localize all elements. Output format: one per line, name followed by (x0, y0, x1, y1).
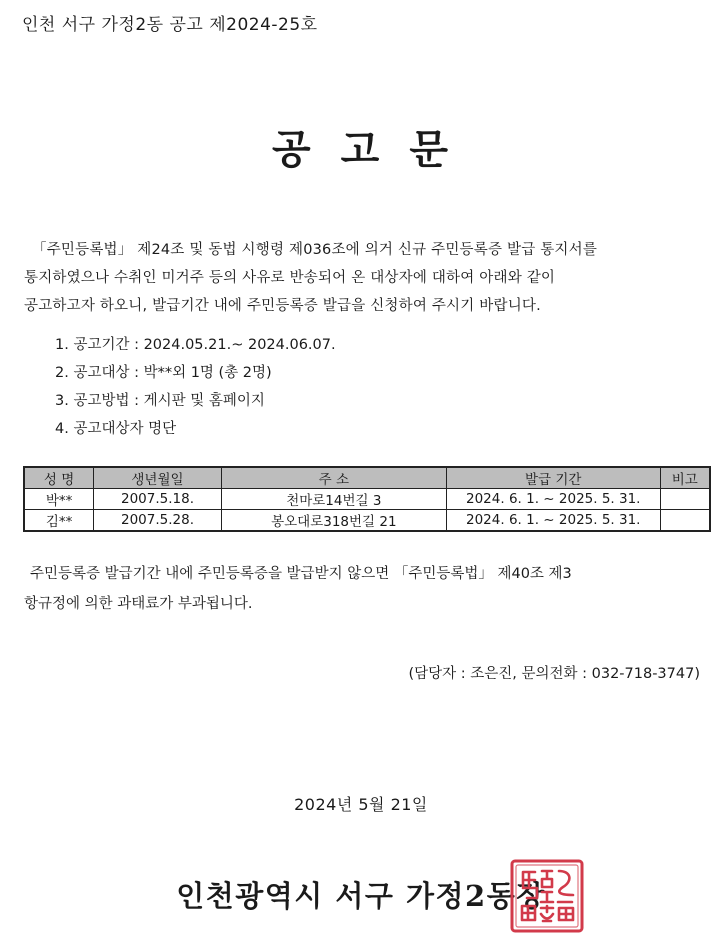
target-table (23, 466, 711, 532)
cell-issue-period: 2024. 6. 1. ~ 2025. 5. 31. (446, 510, 660, 532)
header-name: 성 명 (24, 467, 94, 489)
cell-birthdate: 2007.5.18. (94, 489, 222, 510)
item-method: 3. 공고방법 : 게시판 및 홈페이지 (55, 393, 265, 409)
title-char-1: 공 (272, 126, 313, 173)
table-row (24, 489, 710, 510)
document-number: 인천 서구 가정2동 공고 제2024-25호 (22, 15, 318, 35)
body-line: 통지하였으나 수취인 미거주 등의 사유로 반송되어 온 대상자에 대하여 아래와 같이 (24, 270, 556, 286)
cell-address: 천마로14번길 3 (221, 489, 446, 510)
body-paragraph (24, 236, 704, 320)
penalty-notice (24, 559, 714, 619)
table-row (24, 510, 710, 532)
cell-name: 박** (24, 489, 94, 510)
notice-items (55, 331, 336, 443)
body-line: 공고하고자 하오니, 발급기간 내에 주민등록증 발급을 신청하여 주시기 바랍니다. (24, 298, 541, 314)
notice-line: 주민등록증 발급기간 내에 주민등록증을 발급받지 않으면 「주민등록법」 제40조 제3 (30, 566, 572, 582)
header-birthdate: 생년월일 (94, 467, 222, 489)
item-list-title: 4. 공고대상자 명단 (55, 421, 177, 437)
title-char-3: 문 (409, 126, 450, 173)
notice-line: 항규정에 의한 과태료가 부과됩니다. (24, 596, 253, 612)
title-char-2: 고 (340, 126, 382, 173)
header-remarks: 비고 (660, 467, 710, 489)
issue-date: 2024년 5월 21일 (294, 795, 428, 814)
cell-issue-period: 2024. 6. 1. ~ 2025. 5. 31. (446, 489, 660, 510)
item-period: 1. 공고기간 : 2024.05.21.~ 2024.06.07. (55, 337, 336, 353)
cell-address: 봉오대로318번길 21 (221, 510, 446, 532)
header-issue-period: 발급 기간 (446, 467, 660, 489)
contact-info: (담당자 : 조은진, 문의전화 : 032-718-3747) (408, 666, 700, 682)
page-title (0, 118, 722, 175)
item-target: 2. 공고대상 : 박**외 1명 (총 2명) (55, 365, 272, 381)
header-address: 주 소 (221, 467, 446, 489)
body-line: 「주민등록법」 제24조 및 동법 시행령 제036조에 의거 신규 주민등록증 발급 통지서를 (32, 242, 598, 258)
cell-name: 김** (24, 510, 94, 532)
official-seal (509, 858, 585, 934)
cell-birthdate: 2007.5.28. (94, 510, 222, 532)
issuer-name: 인천광역시 서구 가정2동장 (176, 879, 546, 913)
table-header-row (24, 467, 710, 489)
cell-remarks (660, 489, 710, 510)
cell-remarks (660, 510, 710, 532)
